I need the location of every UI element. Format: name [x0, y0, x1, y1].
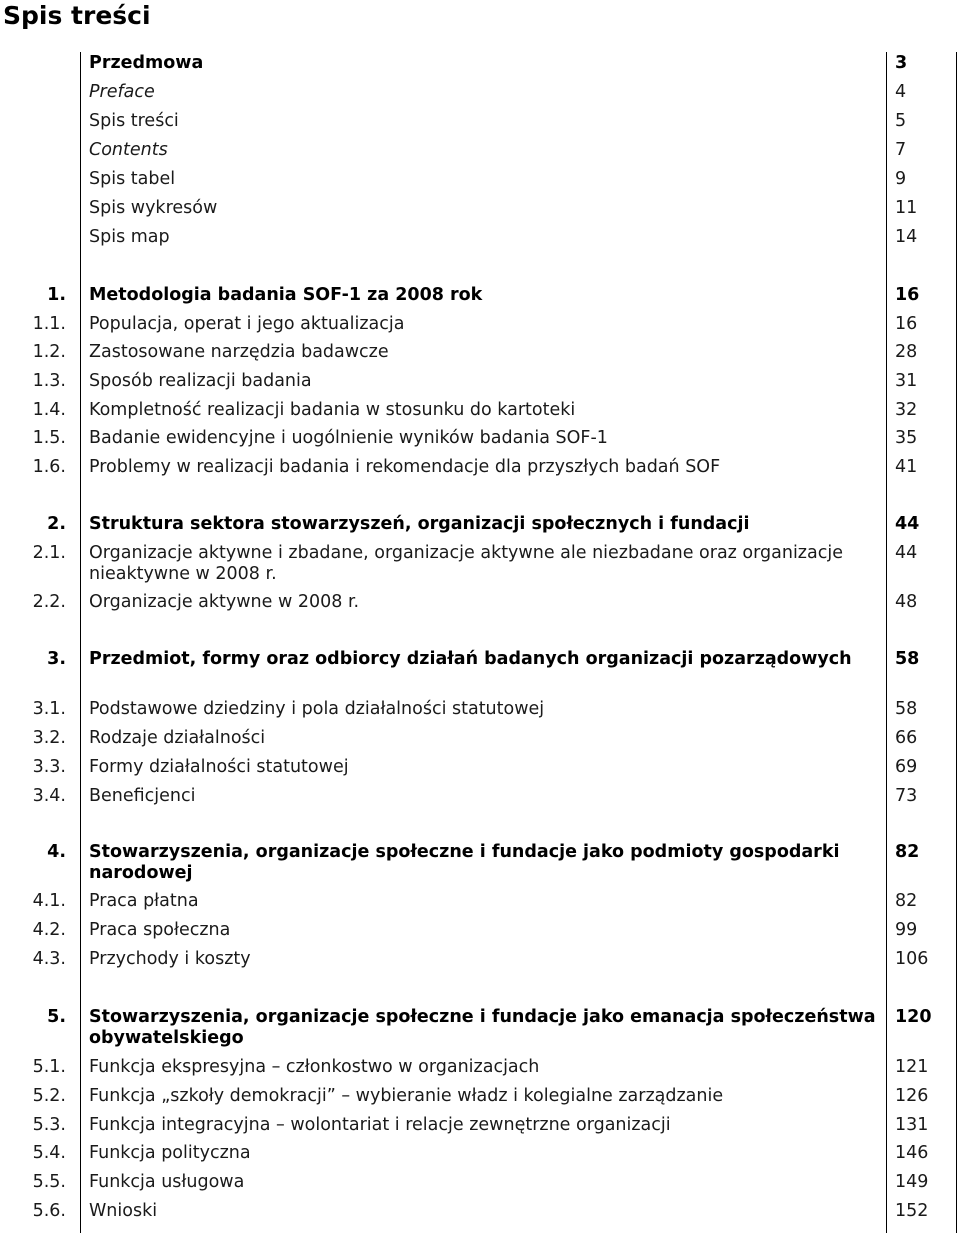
toc-entry-number: 1.1.	[32, 314, 66, 334]
toc-entry-title: Preface	[89, 82, 155, 102]
toc-entry-page: 11	[895, 198, 918, 218]
toc-right-rule	[956, 52, 957, 1233]
toc-entry-number: 4.2.	[32, 920, 66, 940]
toc-entry-number: 2.	[47, 514, 66, 534]
toc-entry-title: Praca płatna	[89, 891, 199, 911]
toc-entry-page: 131	[895, 1115, 929, 1135]
toc-entry-number: 2.2.	[32, 592, 66, 612]
toc-entry-title: Funkcja usługowa	[89, 1172, 245, 1192]
toc-entry-title: Spis wykresów	[89, 198, 218, 218]
toc-entry-title: Spis treści	[89, 111, 179, 131]
toc-entry-number: 3.3.	[32, 757, 66, 777]
toc-entry-title: Funkcja polityczna	[89, 1143, 251, 1163]
toc-entry-page: 16	[895, 285, 920, 305]
toc-entry-page: 152	[895, 1201, 929, 1221]
toc-entry-number: 3.4.	[32, 786, 66, 806]
toc-entry-page: 73	[895, 786, 918, 806]
toc-entry-page: 7	[895, 140, 907, 160]
toc-entry-title: Spis map	[89, 227, 170, 247]
toc-entry-title: Rodzaje działalności	[89, 728, 266, 748]
toc-entry-page: 66	[895, 728, 918, 748]
toc-entry-number: 3.	[47, 649, 66, 669]
toc-entry-title: Contents	[89, 140, 168, 160]
toc-entry-number: 1.3.	[32, 371, 66, 391]
toc-entry-page: 31	[895, 371, 918, 391]
toc-entry-title: Beneficjenci	[89, 786, 196, 806]
toc-entry-number: 5.1.	[32, 1057, 66, 1077]
toc-entry-page: 99	[895, 920, 918, 940]
toc-entry-page: 69	[895, 757, 918, 777]
toc-entry-title: Spis tabel	[89, 169, 176, 189]
toc-entry-title: Organizacje aktywne w 2008 r.	[89, 592, 360, 612]
toc-entry-number: 1.6.	[32, 457, 66, 477]
toc-entry-number: 1.	[47, 285, 66, 305]
toc-entry-page: 48	[895, 592, 918, 612]
toc-entry-page: 4	[895, 82, 907, 102]
toc-entry-page: 41	[895, 457, 918, 477]
toc-entry-title: Problemy w realizacji badania i rekomendacje dla przyszłych badań SOF	[89, 457, 721, 477]
toc-entry-page: 82	[895, 842, 920, 862]
toc-entry-page: 44	[895, 543, 918, 563]
toc-entry-page: 28	[895, 342, 918, 362]
toc-entry-title: Wnioski	[89, 1201, 158, 1221]
toc-entry-page: 58	[895, 699, 918, 719]
toc-entry-page: 14	[895, 227, 918, 247]
toc-entry-title: Przychody i koszty	[89, 949, 251, 969]
toc-entry-page: 149	[895, 1172, 929, 1192]
toc-entry-number: 3.1.	[32, 699, 66, 719]
toc-entry-page: 146	[895, 1143, 929, 1163]
toc-entry-page: 5	[895, 111, 907, 131]
toc-entry-title: Metodologia badania SOF-1 za 2008 rok	[89, 285, 483, 305]
toc-entry-title: Praca społeczna	[89, 920, 231, 940]
toc-entry-title: Kompletność realizacji badania w stosunku do kartoteki	[89, 400, 576, 420]
toc-entry-page: 32	[895, 400, 918, 420]
toc-entry-number: 5.	[47, 1007, 66, 1027]
toc-entry-title: Funkcja ekspresyjna – członkostwo w organizacjach	[89, 1057, 540, 1077]
toc-entry-title: Sposób realizacji badania	[89, 371, 312, 391]
toc-entry-page: 3	[895, 53, 908, 73]
page-title: Spis treści	[3, 1, 151, 30]
toc-entry-page: 9	[895, 169, 907, 189]
toc-entry-number: 4.3.	[32, 949, 66, 969]
toc-entry-title: Struktura sektora stowarzyszeń, organizacji społecznych i fundacji	[89, 514, 750, 534]
toc-entry-number: 3.2.	[32, 728, 66, 748]
toc-page-column-rule	[886, 52, 887, 1233]
toc-entry-number: 4.1.	[32, 891, 66, 911]
toc-entry-title: Funkcja „szkoły demokracji” – wybieranie władz i kolegialne zarządzanie	[89, 1086, 724, 1106]
toc-entry-title: Badanie ewidencyjne i uogólnienie wyników badania SOF-1	[89, 428, 608, 448]
toc-entry-title: Formy działalności statutowej	[89, 757, 349, 777]
toc-entry-number: 2.1.	[32, 543, 66, 563]
toc-entry-page: 106	[895, 949, 929, 969]
toc-entry-number: 1.5.	[32, 428, 66, 448]
toc-entry-title: Przedmiot, formy oraz odbiorcy działań badanych organizacji pozarządowych	[89, 649, 852, 669]
toc-left-rule	[80, 52, 81, 1233]
toc-entry-title: Podstawowe dziedziny i pola działalności statutowej	[89, 699, 545, 719]
toc-entry-title: Populacja, operat i jego aktualizacja	[89, 314, 405, 334]
toc-entry-number: 5.4.	[32, 1143, 66, 1163]
toc-entry-page: 44	[895, 514, 920, 534]
toc-entry-page: 16	[895, 314, 918, 334]
toc-entry-page: 82	[895, 891, 918, 911]
toc-entry-number: 5.3.	[32, 1115, 66, 1135]
toc-entry-title: Organizacje aktywne i zbadane, organizacje aktywne ale niezbadane oraz organizacje nieaktywne w 2008 r.	[89, 543, 843, 584]
toc-entry-title: Przedmowa	[89, 53, 204, 73]
toc-entry-number: 5.6.	[32, 1201, 66, 1221]
toc-entry-number: 5.2.	[32, 1086, 66, 1106]
toc-entry-title: Stowarzyszenia, organizacje społeczne i fundacje jako emanacja społeczeństwa obywatelskiego	[89, 1007, 876, 1048]
toc-entry-page: 35	[895, 428, 918, 448]
toc-entry-title: Stowarzyszenia, organizacje społeczne i fundacje jako podmioty gospodarki narodowej	[89, 842, 840, 883]
toc-entry-number: 1.4.	[32, 400, 66, 420]
toc-entry-number: 5.5.	[32, 1172, 66, 1192]
toc-entry-title: Zastosowane narzędzia badawcze	[89, 342, 389, 362]
toc-entry-number: 4.	[47, 842, 66, 862]
toc-entry-page: 126	[895, 1086, 929, 1106]
toc-entry-page: 58	[895, 649, 920, 669]
toc-entry-title: Funkcja integracyjna – wolontariat i relacje zewnętrzne organizacji	[89, 1115, 671, 1135]
toc-entry-page: 121	[895, 1057, 929, 1077]
toc-entry-page: 120	[895, 1007, 932, 1027]
toc-entry-number: 1.2.	[32, 342, 66, 362]
